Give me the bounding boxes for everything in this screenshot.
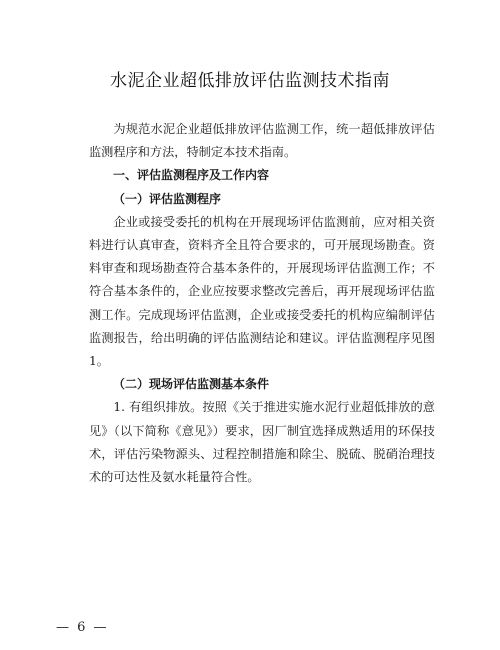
- intro-paragraph: 为规范水泥企业超低排放评估监测工作，统一超低排放评估监测程序和方法，特制定本技术指南。: [89, 122, 435, 160]
- procedure-paragraph: 企业或接受委托的机构在开展现场评估监测前，应对相关资料进行认真审查，资料齐全且符合要求的，可开展现场勘查。资料审查和现场勘查符合基本条件的，开展现场评估监测工作；不符合基本条件的，企业应按要求整改完善后，再开展现场评估监测工作。完成现场评估监测，企业或接受委托的机构应编制评估监测报告，给出明确的评估监测结论和建议。评估监测程序见图1。: [89, 214, 435, 369]
- page-number: — 6 —: [56, 620, 109, 635]
- document-title: 水泥企业超低排放评估监测技术指南: [110, 71, 390, 91]
- document-body: [89, 118, 435, 489]
- section-heading-1: 一、评估监测程序及工作内容: [113, 168, 270, 183]
- subsection-heading-2: （二）现场评估监测基本条件: [113, 377, 270, 392]
- subsection-heading-1: （一）评估监测程序: [113, 191, 222, 206]
- organized-emission-paragraph: 1. 有组织排放。按照《关于推进实施水泥行业超低排放的意见》（以下简称《意见》）要求，因厂制宜选择成熟适用的环保技术，评估污染物源头、过程控制措施和除尘、脱硫、脱硝治理技术的可达性及氨水耗量符合性。: [89, 400, 435, 485]
